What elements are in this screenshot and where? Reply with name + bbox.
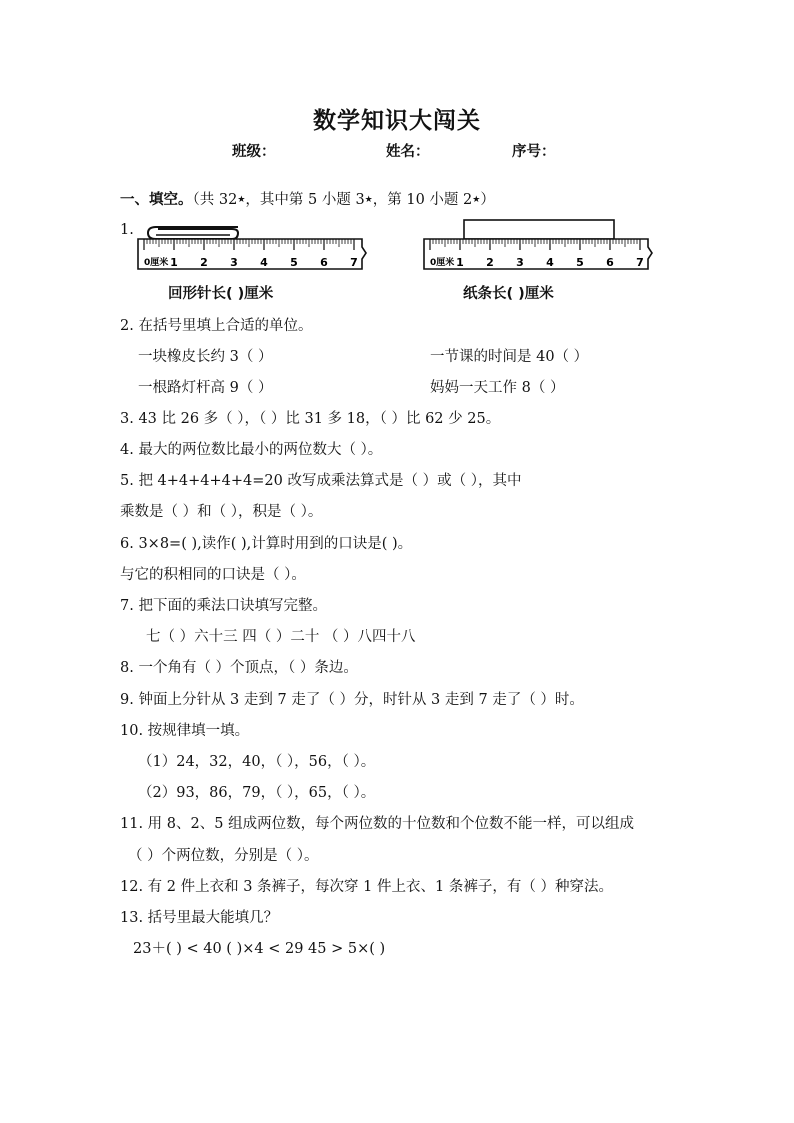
ruler-number: 4 (546, 256, 554, 269)
page-title: 数学知识大闯关 (313, 108, 481, 134)
number-label: 序号： (512, 144, 556, 160)
section-note-1: （共 32 (192, 192, 238, 208)
question-5-line-2: 乘数是（ ）和（ ），积是（ ）。 (120, 504, 323, 520)
paperclip-icon (148, 227, 238, 239)
question-6-line-1: 6. 3×8=( ),读作( ),计算时用到的口诀是( )。 (120, 536, 413, 552)
ruler-number: 5 (576, 256, 584, 269)
question-2d: 妈妈一天工作 8（ ） (430, 380, 565, 396)
class-label: 班级： (232, 144, 276, 160)
question-11-line-1: 11. 用 8、2、5 组成两位数，每个两位数的十位数和个位数不能一样，可以组成 (120, 816, 635, 832)
question-3: 3. 43 比 26 多（ ），（ ）比 31 多 18，（ ）比 62 少 25。 (120, 411, 501, 427)
question-10-1: （1）24，32，40，（ ），56，（ ）。 (138, 754, 376, 770)
ruler-number: 2 (200, 256, 208, 269)
ruler-number: 3 (516, 256, 524, 269)
question-10: 10. 按规律填一填。 (120, 723, 250, 739)
ruler-unit-label: 0厘米 (144, 258, 169, 268)
question-2a: 一块橡皮长约 3（ ） (138, 349, 273, 365)
ruler-number: 1 (170, 256, 178, 269)
question-10-2: （2）93，86，79，（ ），65，（ ）。 (138, 785, 376, 801)
question-7: 7. 把下面的乘法口诀填写完整。 (120, 598, 327, 614)
ruler-number: 6 (320, 256, 328, 269)
section-note-3: ，第 10 小题 2 (372, 192, 473, 208)
ruler-with-paper-strip (422, 216, 658, 274)
ruler-number: 2 (486, 256, 494, 269)
star-icon: ★ (237, 195, 246, 205)
question-9: 9. 钟面上分针从 3 走到 7 走了（ ）分，时针从 3 走到 7 走了（ ）时。 (120, 692, 584, 708)
question-6-line-2: 与它的积相同的口诀是（ ）。 (120, 567, 306, 583)
question-2: 2. 在括号里填上合适的单位。 (120, 318, 313, 334)
question-13: 13. 括号里最大能填几？ (120, 910, 279, 926)
section-heading (120, 188, 495, 209)
ruler-number: 7 (636, 256, 644, 269)
question-13-items: 23＋( ) < 40 ( )×4 < 29 45 > 5×( ) (133, 941, 386, 957)
star-icon: ★ (364, 195, 373, 205)
ruler-unit-label: 0厘米 (430, 258, 455, 268)
ruler-number: 5 (290, 256, 298, 269)
question-11-line-2: （ ）个两位数，分别是（ ）。 (128, 848, 319, 864)
question-7-items: 七（ ）六十三 四（ ）二十 （ ）八四十八 (146, 629, 416, 645)
ruler-number: 4 (260, 256, 268, 269)
star-icon: ★ (472, 195, 481, 205)
section-title: 一、填空。 (120, 192, 193, 208)
name-label: 姓名： (386, 144, 430, 160)
question-2b: 一节课的时间是 40（ ） (430, 349, 589, 365)
section-note-4: ） (480, 192, 495, 208)
question-4: 4. 最大的两位数比最小的两位数大（ ）。 (120, 442, 383, 458)
question-1-number: 1. (120, 222, 134, 238)
paper-strip (464, 220, 614, 239)
question-8: 8. 一个角有（ ）个顶点，（ ）条边。 (120, 660, 358, 676)
paperclip-length-label: 回形针长( )厘米 (168, 286, 274, 302)
ruler-number: 6 (606, 256, 614, 269)
ruler-number: 1 (456, 256, 464, 269)
ruler-number: 7 (350, 256, 358, 269)
question-5-line-1: 5. 把 4+4+4+4+4=20 改写成乘法算式是（ ）或（ ），其中 (120, 473, 522, 489)
paper-strip-length-label: 纸条长( )厘米 (463, 286, 554, 302)
question-2c: 一根路灯杆高 9（ ） (138, 380, 273, 396)
question-12: 12. 有 2 件上衣和 3 条裤子，每次穿 1 件上衣、1 条裤子，有（ ）种穿法。 (120, 879, 613, 895)
section-note-2: ，其中第 5 小题 3 (245, 192, 365, 208)
ruler-number: 3 (230, 256, 238, 269)
ruler-with-paperclip (136, 216, 372, 274)
